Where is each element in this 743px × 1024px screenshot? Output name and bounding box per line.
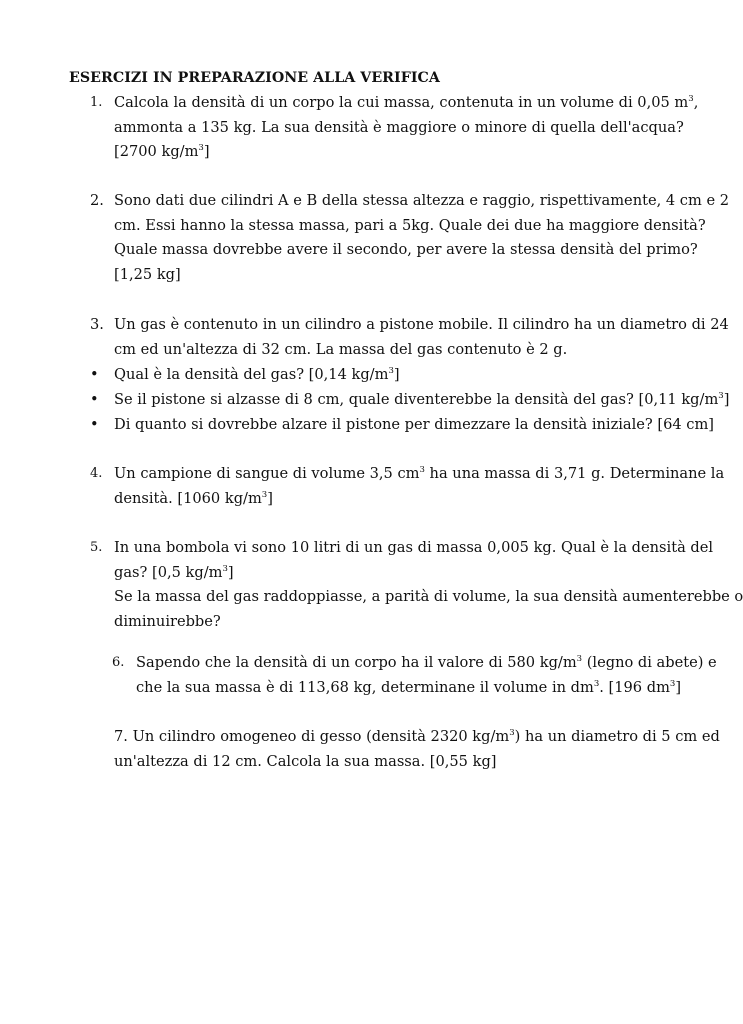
exercise-answer: gas? [0,5 $kg/m^3$] [114, 563, 234, 581]
exercise-line: Sapendo che la densità di un corpo ha il valore di 580 $kg/m^3$ (legno di abete) e [136, 654, 717, 671]
exercise-line: ammonta a 135 kg. La sua densità è maggiore o minore di quella dell'acqua? [114, 118, 684, 136]
exercise-number: 2. [90, 192, 104, 209]
exercise-answer: densità. [1060 $kg/m^3$] [114, 489, 273, 507]
exercise-number: 4. [90, 466, 103, 481]
exercise-number: 3. [90, 316, 104, 333]
bullet-item: Di quanto si dovrebbe alzare il pistone per dimezzare la densità iniziale? [64 cm] [114, 416, 715, 433]
exercise-line: diminuirebbe? [114, 612, 221, 630]
exercise-line: Se la massa del gas raddoppiasse, a parità di volume, la sua densità aumenterebbe o [114, 588, 743, 606]
bullet-icon: • [90, 391, 99, 408]
exercise-line: cm ed un'altezza di 32 cm. La massa del gas contenuto è 2 g. [114, 340, 568, 358]
exercise-line: Un gas è contenuto in un cilindro a pistone mobile. Il cilindro ha un diametro di 24 [114, 316, 729, 333]
exercise-text [114, 91, 699, 165]
exercise-line: un'altezza di 12 cm. Calcola la sua massa. [0,55 kg] [114, 752, 497, 770]
page-title: ESERCIZI IN PREPARAZIONE ALLA VERIFICA [69, 70, 440, 86]
exercise-line: 7. Un cilindro omogeneo di gesso (densità 2320 $kg/m^3$) ha un diametro di 5 cm ed [114, 728, 720, 745]
exercise-text [114, 189, 730, 287]
bullet-icon: • [90, 366, 99, 383]
bullet-icon: • [90, 416, 99, 433]
exercise-text [114, 462, 725, 511]
exercise-line: che la sua massa è di 113,68 kg, determinane il volume in $dm^3$. [196 $dm^3$] [136, 678, 682, 696]
exercise-text [114, 536, 743, 634]
exercise-number: 1. [90, 95, 103, 110]
bullet-item: Qual è la densità del gas? [0,14 $kg/m^3$] [114, 366, 400, 383]
exercise-number: 5. [90, 540, 103, 555]
exercise-line: cm. Essi hanno la stessa massa, pari a 5kg. Quale dei due ha maggiore densità? [114, 216, 706, 234]
exercise-line: Un campione di sangue di volume 3,5 $cm^3$ ha una massa di 3,71 g. Determinane la [114, 465, 725, 482]
exercise-line: In una bombola vi sono 10 litri di un gas di massa 0,005 kg. Qual è la densità del [114, 539, 714, 556]
exercise-text [114, 725, 720, 774]
exercise-line: Quale massa dovrebbe avere il secondo, per avere la stessa densità del primo? [114, 241, 698, 259]
exercise-answer: [1,25 kg] [114, 265, 181, 283]
exercise-text [114, 313, 729, 362]
exercise-answer: [2700 $kg/m^3$] [114, 143, 210, 161]
exercise-text [136, 651, 717, 700]
exercise-number: 6. [112, 655, 125, 670]
exercise-line: Sono dati due cilindri A e B della stessa altezza e raggio, rispettivamente, 4 cm e 2 [114, 192, 730, 209]
exercise-line: Calcola la densità di un corpo la cui massa, contenuta in un volume di 0,05 $m^3$, [114, 94, 699, 111]
bullet-item: Se il pistone si alzasse di 8 cm, quale diventerebbe la densità del gas? [0,11 $kg/m^3$] [114, 391, 730, 408]
